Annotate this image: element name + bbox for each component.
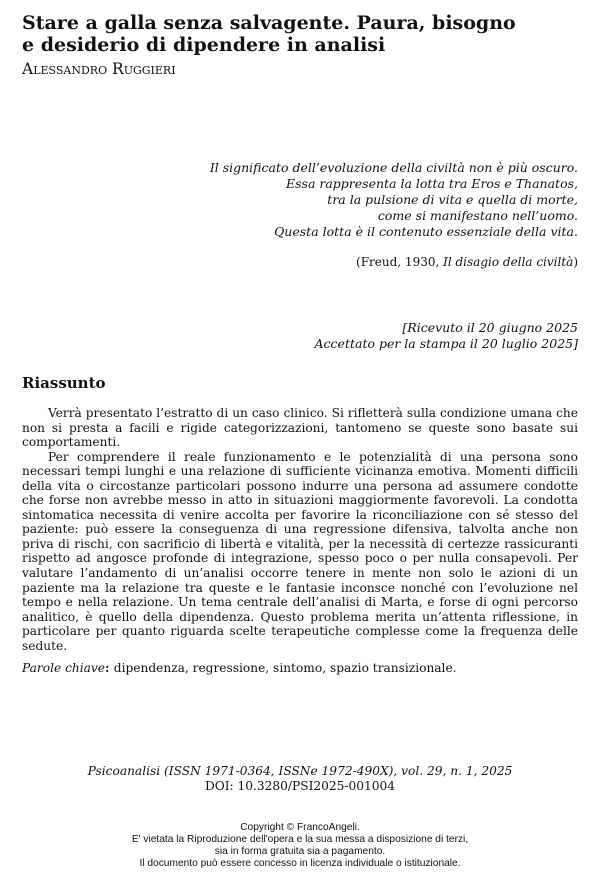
citation-prefix: (Freud, 1930, (356, 255, 444, 269)
abstract-heading: Riassunto (22, 374, 106, 392)
keywords-label: Parole chiave (22, 661, 106, 675)
epigraph-line: come si manifestano nell’uomo. (377, 208, 578, 223)
copyright-line: sia in forma gratuita sia a pagamento. (214, 846, 386, 857)
epigraph-line: Il significato dell’evoluzione della civiltà non è più oscuro. (209, 160, 578, 175)
received-date: [Ricevuto il 20 giugno 2025 (402, 320, 578, 335)
keywords-colon: : (105, 661, 114, 675)
received-dates (315, 320, 578, 352)
epigraph-line: Essa rappresenta la lotta tra Eros e Thanatos, (285, 176, 578, 191)
citation-suffix: ) (573, 255, 578, 269)
copyright-line: Il documento può essere concesso in licenza individuale o istituzionale. (139, 858, 461, 869)
copyright-line: Copyright © FrancoAngeli. (240, 822, 360, 833)
epigraph (158, 160, 578, 240)
article-title (22, 12, 582, 56)
copyright-notice (0, 822, 600, 870)
citation-work: Il disagio della civiltà (443, 255, 574, 269)
copyright-line: E' vietata la Riproduzione dell'opera e la sua messa a disposizione di terzi, (131, 834, 469, 845)
epigraph-line: tra la pulsione di vita e quella di morte, (327, 192, 578, 207)
abstract-paragraph: Per comprendere il reale funzionamento e le potenzialità di una persona sono necessari tempi lunghi e una relazione di sufficiente vicinanza emotiva. Momenti difficili della vita o circostanze particolari possono indurre una persona ad assumere condotte che forse non avrebbe messo in atto in situazioni maggiormente favorevoli. La condotta sintomatica necessita di venire accolta per favorire la riconciliazione con sé stesso del paziente: può essere la conseguenza di una regressione difensiva, talvolta anche non priva di rischi, con sacrificio di libertà e vitalità, per la necessità di certezze rassicuranti rispetto ad angosce profonde di integrazione, spesso poco o per nulla consapevoli. Per valutare l’andamento di un’analisi occorre tenere in mente non solo le azioni di un paziente ma la relazione tra queste e le fantasie inconsce nonché con l’evoluzione nel tempo e nella relazione. Un tema centrale dell’analisi di Marta, e forse di ogni percorso analitico, è quello della dipendenza. Questo problema merita un’attenta riflessione, in particolare per quanto riguarda scelte terapeutiche complesse come la frequenza delle sedute. (22, 449, 578, 653)
keywords (22, 661, 578, 676)
abstract-body (22, 406, 578, 653)
article-title-line-1: Stare a galla senza salvagente. Paura, bisogno (22, 12, 516, 34)
journal-info (0, 764, 600, 794)
abstract-paragraph: Verrà presentato l’estratto di un caso clinico. Si rifletterà sulla condizione umana che non si presta a facili e rigide categorizzazioni, tantomeno se queste sono basate sui comportamenti. (22, 406, 578, 450)
epigraph-citation (356, 254, 578, 270)
accepted-date: Accettato per la stampa il 20 luglio 2025] (314, 336, 578, 351)
article-title-line-2: e desiderio di dipendere in analisi (22, 34, 386, 56)
doi: DOI: 10.3280/PSI2025-001004 (204, 779, 396, 793)
journal-citation: Psicoanalisi (ISSN 1971-0364, ISSNe 1972-490X), vol. 29, n. 1, 2025 (87, 764, 513, 778)
author-name: Alessandro Ruggieri (22, 60, 176, 78)
keywords-list: dipendenza, regressione, sintomo, spazio transizionale. (113, 661, 457, 675)
epigraph-line: Questa lotta è il contenuto essenziale della vita. (274, 224, 578, 239)
